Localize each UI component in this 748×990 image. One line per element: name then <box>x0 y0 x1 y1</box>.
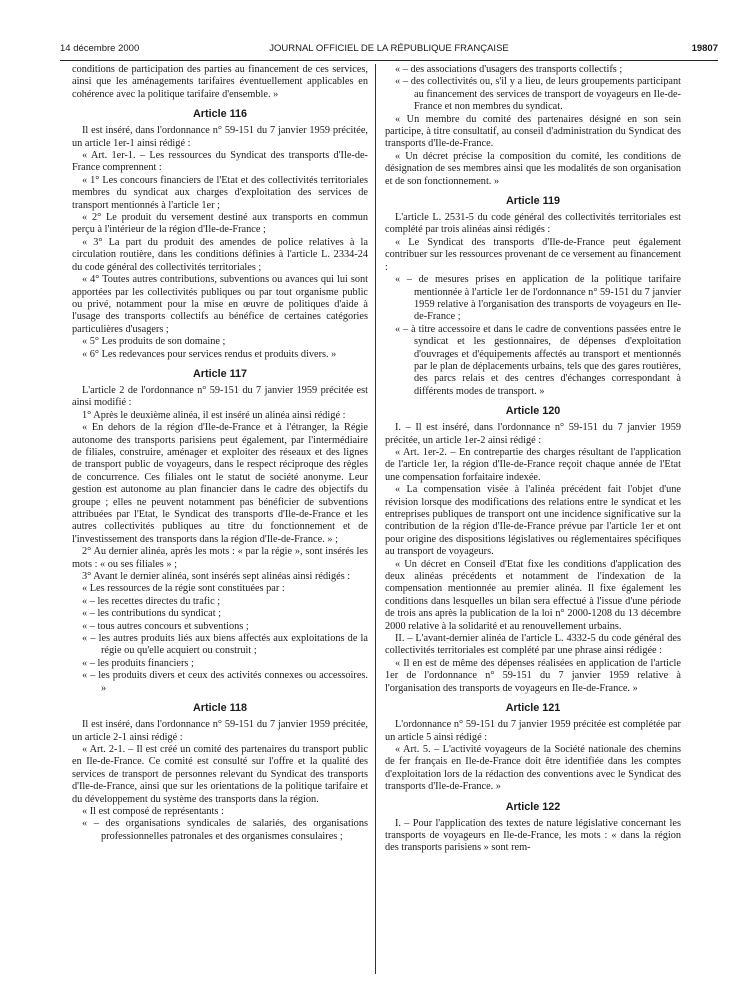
paragraph: « Art. 1er-2. – En contrepartie des charges résultant de l'application de l'article 1er, la région d'Ile-de-France reçoit chaque année de l'Etat une compensation forfaitaire indexée. <box>385 446 681 483</box>
paragraph: L'ordonnance n° 59-151 du 7 janvier 1959 précitée est complétée par un article 5 ainsi rédigé : <box>385 719 681 743</box>
paragraph: « La compensation visée à l'alinéa précédent fait l'objet d'une révision lorsque des modifications des relations entre le syndicat et les entreprises publiques de transport ont une incidence significative sur la contribution de la région d'Ile-de-France prévue par l'article 1er et ont pour origine des dispositions législatives ou réglementaires spécifiques au transport de voyageurs. <box>385 484 681 558</box>
article-heading: Article 118 <box>192 702 248 715</box>
paragraph: « 2° Le produit du versement destiné aux transports en commun perçu à l'intérieur de la région d'Ile-de-France ; <box>72 212 368 236</box>
article-heading: Article 117 <box>192 367 248 380</box>
paragraph: « 5° Les produits de son domaine ; <box>82 336 226 348</box>
list-item: « – des organisations syndicales de salariés, des organisations professionnelles patronales et des organismes consulaires ; <box>82 818 368 842</box>
list-item: « – les produits divers et ceux des activités connexes ou accessoires. » <box>82 670 368 694</box>
paragraph: conditions de participation des parties au financement de ces services, ainsi que les aménagements tarifaires éventuellement applicables en cohérence avec la politique tarifaire d'ensemble. » <box>72 64 368 100</box>
paragraph: II. – L'avant-dernier alinéa de l'article L. 4332-5 du code général des collectivités territoriales est complété par une phrase ainsi rédigée : <box>385 633 681 657</box>
paragraph: « Il en est de même des dépenses réalisées en application de l'article 1er de l'ordonnance n° 59-151 du 7 janvier 1959 relative à l'organisation des transports de voyageurs en Ile-de-France. » <box>385 657 681 694</box>
paragraph: « Art. 1er-1. – Les ressources du Syndicat des transports d'Ile-de-France comprennent : <box>72 150 368 174</box>
paragraph: Il est inséré, dans l'ordonnance n° 59-151 du 7 janvier 1959 précitée, un article 2-1 ainsi rédigé : <box>72 719 368 743</box>
list-item: « – à titre accessoire et dans le cadre de conventions passées entre le syndicat et les gestionnaires, de dépenses d'exploitation d'ouvrages et d'équipements affectés au transport et mentionnés par le plan de déplacements urbains, tels que des gares routières, des parcs relais et des centres d'échanges correspondant à différents modes de transport. » <box>395 323 681 397</box>
paragraph: Il est inséré, dans l'ordonnance n° 59-151 du 7 janvier 1959 précitée, un article 1er-1 ainsi rédigé : <box>72 125 368 149</box>
paragraph: 1° Après le deuxième alinéa, il est inséré un alinéa ainsi rédigé : <box>82 409 346 421</box>
issue-date: 14 décembre 2000 <box>60 43 140 54</box>
left-column <box>72 64 368 843</box>
paragraph: « Art. 2-1. – Il est créé un comité des partenaires du transport public en Ile-de-France. Ce comité est consulté sur l'offre et la qualité des services de transport de personnes relevant du Syndicat des transports d'Ile-de-France, ainsi que sur les orientations de la politique tarifaire et du développement du système des transports dans la région. <box>72 743 368 805</box>
paragraph: « Un décret en Conseil d'Etat fixe les conditions d'application des deux alinéas précédents et notamment de l'indexation de la compensation mentionnée au premier alinéa. Il fixe également les conditions dans lesquelles un bilan sera effectué à l'issue d'une période de trois ans après la publication de la loi n° 2000-1208 du 13 décembre 2000 relative à la solidarité et au renouvellement urbains. <box>385 558 681 632</box>
paragraph: « 3° La part du produit des amendes de police relatives à la circulation routière, dans les conditions définies à l'article L. 2334-24 du code général des collectivités territoriales ; <box>72 236 368 273</box>
paragraph: I. – Pour l'application des textes de nature législative concernant les transports de voyageurs en Ile-de-France, les mots : « dans la région des transports parisiens » sont rem- <box>385 817 681 854</box>
paragraph: « 1° Les concours financiers de l'Etat et des collectivités territoriales membres du syndicat aux charges d'exploitation des services de transport mentionnés à l'article 1er ; <box>72 174 368 211</box>
paragraph: 2° Au dernier alinéa, après les mots : « par la régie », sont insérés les mots : « ou ses filiales » ; <box>72 546 368 570</box>
article-heading: Article 119 <box>505 195 561 208</box>
paragraph: « 6° Les redevances pour services rendus et produits divers. » <box>82 348 337 360</box>
article-heading: Article 116 <box>192 108 248 121</box>
paragraph: « Les ressources de la régie sont constituées par : <box>82 583 285 595</box>
list-item: « – les produits financiers ; <box>82 657 194 669</box>
article-heading: Article 122 <box>505 800 561 813</box>
paragraph: « Un membre du comité des partenaires désigné en son sein participe, à titre consultatif, au conseil d'administration du Syndicat des transports d'Ile-de-France. <box>385 113 681 150</box>
paragraph: « Le Syndicat des transports d'Ile-de-France peut également contribuer sur les ressources provenant de ce versement au financement : <box>385 236 681 273</box>
paragraph: « 4° Toutes autres contributions, subventions ou avances qui lui sont apportées par les collectivités publiques ou par tout organisme public ou privé, notamment pour la mise en œuvre de politiques d'aide à l'usage des transports collectifs au bénéfice de certaines catégories particulières d'usagers ; <box>72 274 368 335</box>
page-header <box>60 42 718 56</box>
journal-title: JOURNAL OFFICIEL DE LA RÉPUBLIQUE FRANÇAISE <box>269 43 509 54</box>
list-item: « – les autres produits liés aux biens affectés aux exploitations de la régie ou qu'elle acquiert ou construit ; <box>82 633 368 657</box>
paragraph: « Art. 5. – L'activité voyageurs de la Société nationale des chemins de fer français en Ile-de-France doit être identifiée dans les comptes d'exploitation lors de la rédaction des conventions avec le Syndicat des transports d'Ile-de-France. » <box>385 743 681 793</box>
list-item: « – les recettes directes du trafic ; <box>82 595 221 607</box>
paragraph: « Il est composé de représentants : <box>82 805 224 817</box>
paragraph: L'article 2 de l'ordonnance n° 59-151 du 7 janvier 1959 précitée est ainsi modifié : <box>72 384 368 409</box>
paragraph: 3° Avant le dernier alinéa, sont insérés sept alinéas ainsi rédigés : <box>82 571 351 583</box>
list-item: « – de mesures prises en application de la politique tarifaire mentionnée à l'article 1er de l'ordonnance n° 59-151 du 7 janvier 1959 relative à l'organisation des transports de voyageurs en Ile-de-France ; <box>395 274 681 323</box>
article-heading: Article 121 <box>505 702 561 715</box>
list-item: « – des collectivités ou, s'il y a lieu, de leurs groupements participant au financement des services de transport de voyageurs en Ile-de-France et non membres du syndicat. <box>395 76 681 113</box>
column-divider <box>375 64 376 974</box>
header-rule <box>60 60 718 61</box>
paragraph: « Un décret précise la composition du comité, les conditions de désignation de ses membres ainsi que les modalités de son organisation et de son fonctionnement. » <box>385 150 681 187</box>
list-item: « – des associations d'usagers des transports collectifs ; <box>395 64 623 75</box>
paragraph: « En dehors de la région d'Ile-de-France et à l'étranger, la Régie autonome des transports parisiens peut également, par l'intermédiaire de filiales, construire, aménager et exploiter des réseaux et des lignes de transport public de voyageurs, dans le respect réciproque des règles de concurrence. Ces filiales ont le statut de société anonyme. Leur gestion est autonome au plan financier dans le cadre des objectifs du groupe ; elles ne peuvent notamment pas bénéficier de subventions attribuées par l'Etat, le Syndicat des transports d'Ile-de-France et les autres collectivités publiques au titre du fonctionnement et de l'investissement des transports dans la région d'Ile-de-France. » ; <box>72 422 368 545</box>
paragraph: L'article L. 2531-5 du code général des collectivités territoriales est complété par trois alinéas ainsi rédigés : <box>385 212 681 236</box>
paragraph: I. – Il est inséré, dans l'ordonnance n° 59-151 du 7 janvier 1959 précitée, un article 1er-2 ainsi rédigé : <box>385 422 681 446</box>
list-item: « – les contributions du syndicat ; <box>82 608 221 620</box>
right-column <box>385 64 681 855</box>
page-number: 19807 <box>691 43 718 54</box>
list-item: « – tous autres concours et subventions ; <box>82 620 249 632</box>
article-heading: Article 120 <box>505 405 561 418</box>
